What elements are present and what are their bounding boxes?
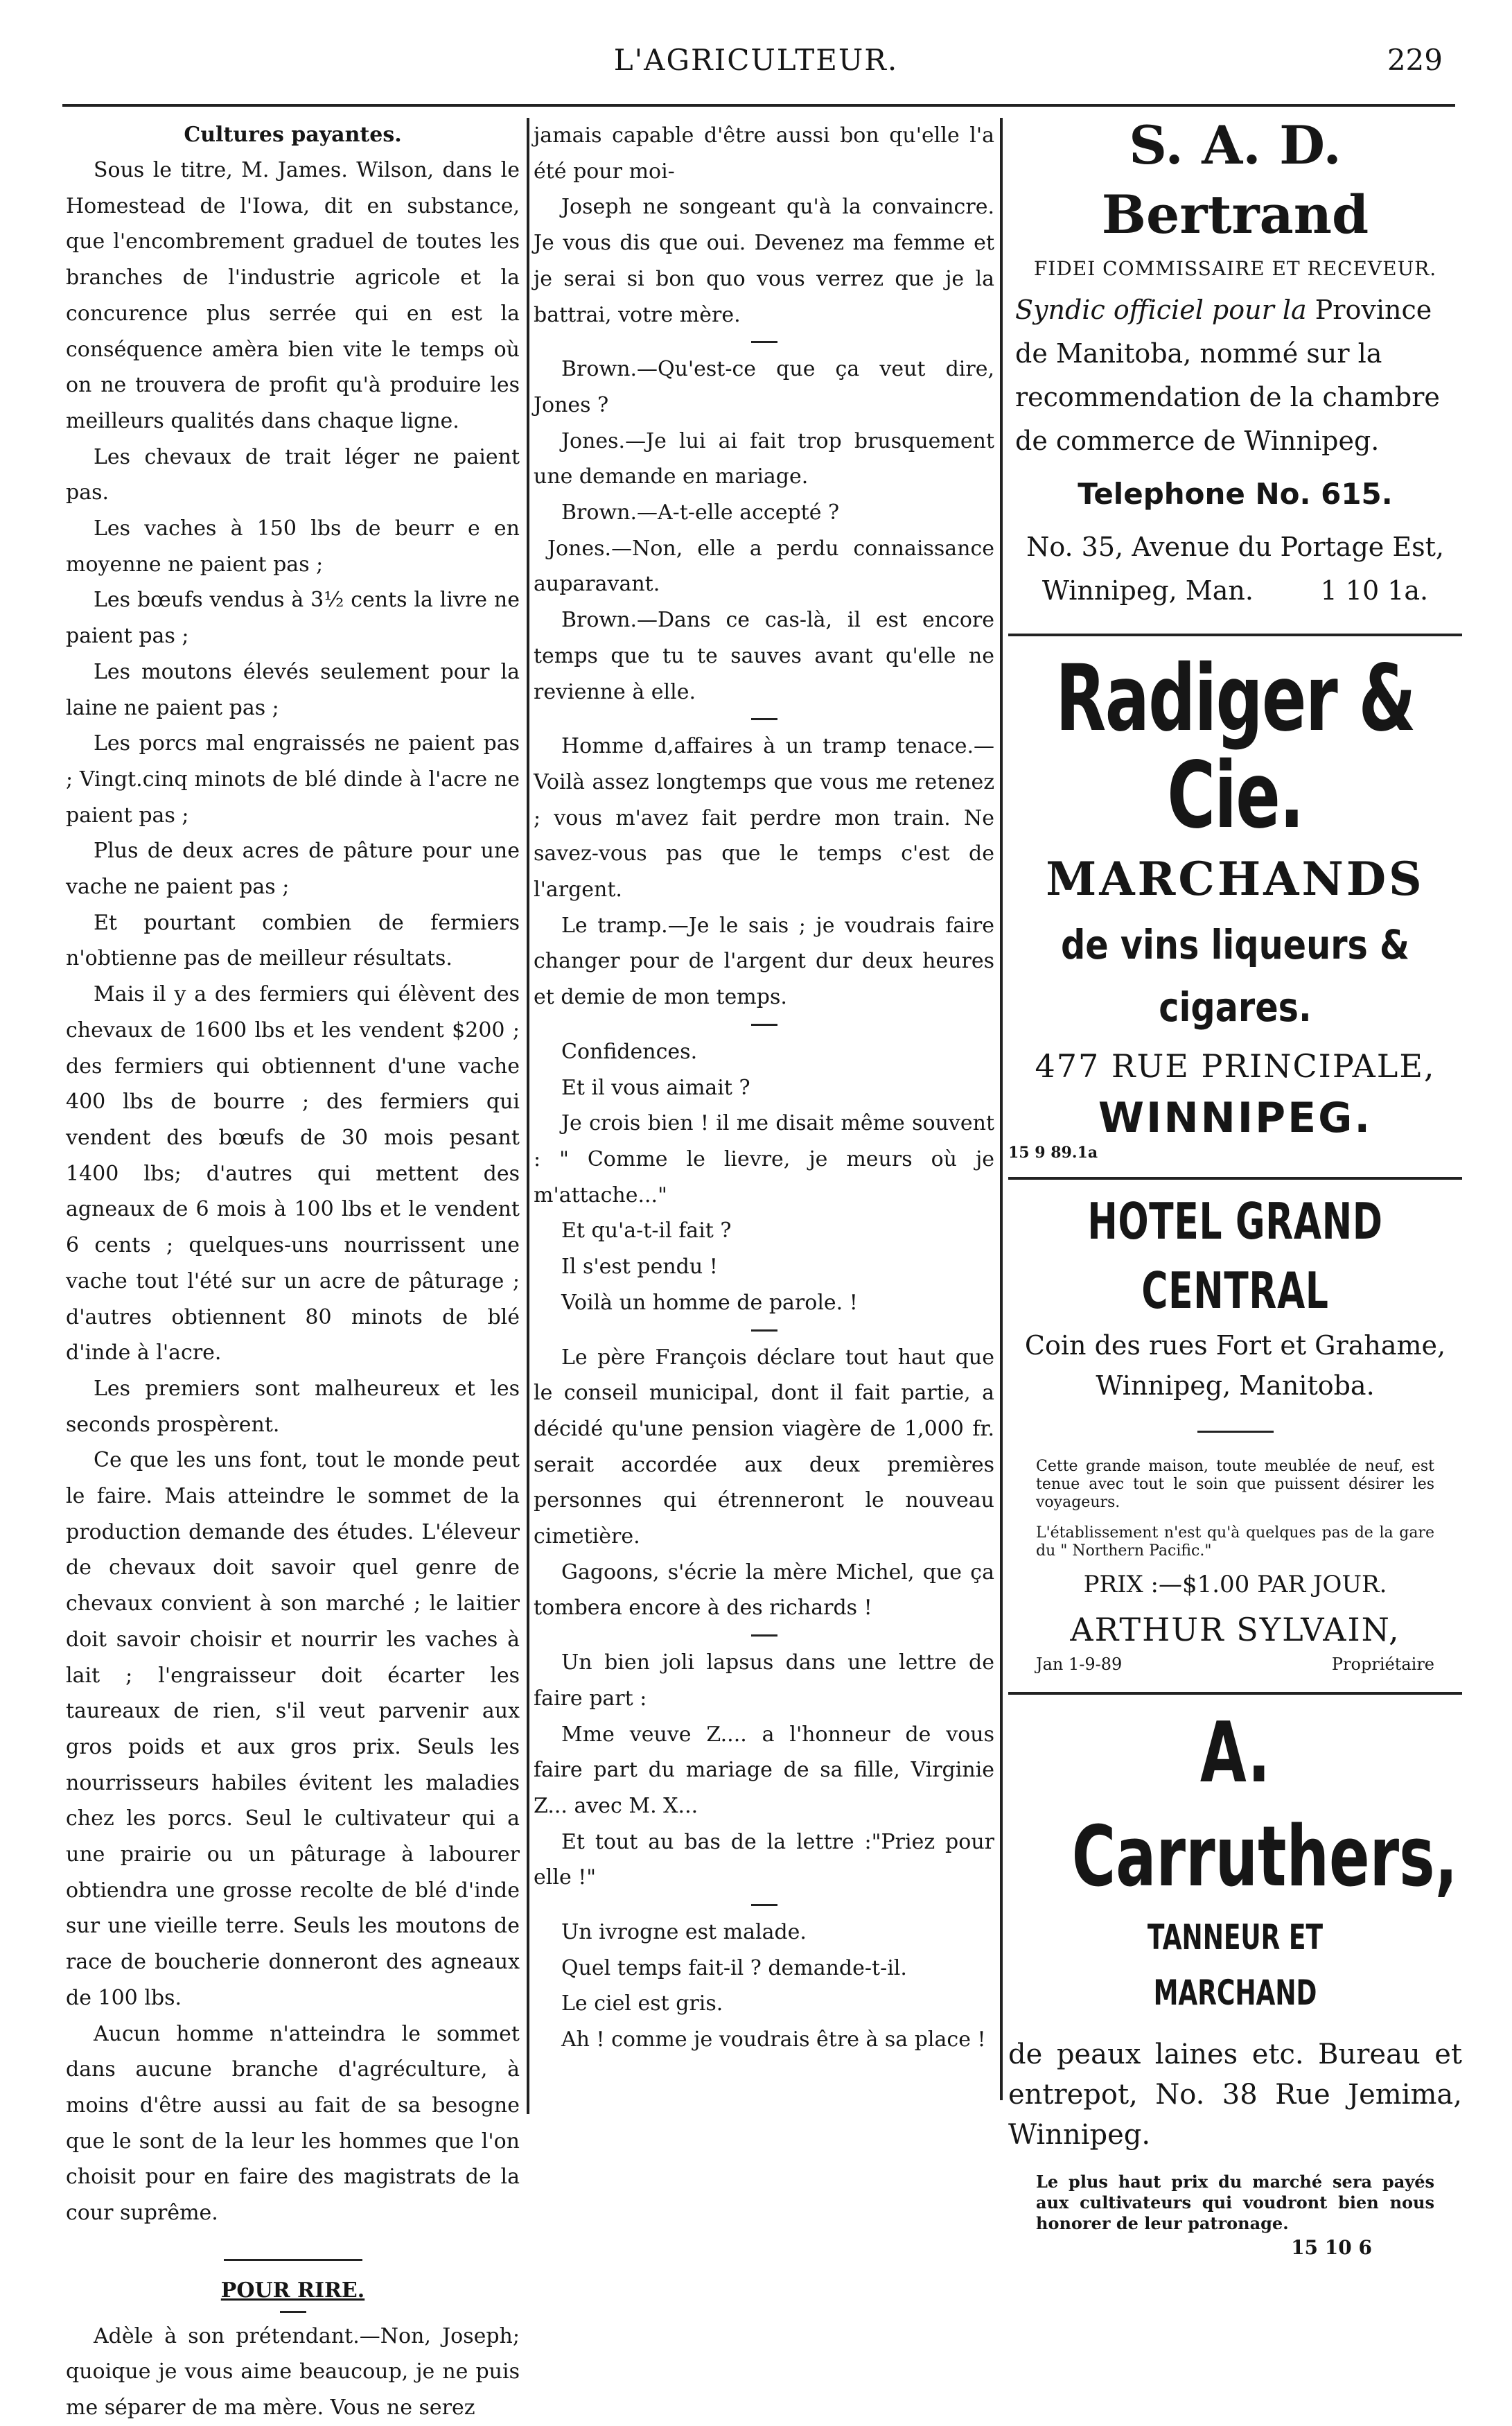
journal-title: L'AGRICULTEUR. — [613, 43, 899, 77]
joke-line: Le tramp.—Je le sais ; je voudrais faire changer pour de l'argent dur deux heures et demie de mon temps. — [534, 913, 994, 1010]
joke-line: Jones.—Je lui ai fait trop brusquement une demande en mariage. — [534, 428, 994, 489]
ad-bertrand-rest: Province de Manitoba, nommé sur la recommendation de la chambre de commerce de Winnipeg. — [1015, 295, 1440, 456]
article-paragraph: Plus de deux acres de pâture pour une vache ne paient pas ; — [66, 839, 520, 900]
ad-hotel-owner: ARTHUR SYLVAIN, — [1070, 1611, 1400, 1648]
page-header — [0, 43, 1512, 85]
article-heading: Cultures payantes. — [184, 123, 402, 147]
header-rule — [62, 104, 1455, 107]
ad-carruthers-code: 15 10 6 — [1291, 2236, 1372, 2259]
dash-divider — [751, 718, 777, 720]
ad-carruthers-title: A. Carruthers, — [1071, 1705, 1458, 1905]
ad-bertrand-body — [1008, 288, 1462, 463]
column-2 — [534, 118, 994, 2058]
dash-divider — [280, 2311, 306, 2313]
joke-line: Joseph ne songeant qu'à la convaincre. Je vous dis que oui. Devenez ma femme et je serai si bon quo vous verrez que je la battrai, votre mère. — [534, 195, 994, 327]
joke-line: Et tout au bas de la lettre :"Priez pour elle !" — [534, 1829, 994, 1890]
joke-line: Ah ! comme je voudrais être à sa place ! — [561, 2027, 986, 2052]
article-paragraph: Les premiers sont malheureux et les seconds prospèrent. — [66, 1376, 520, 1437]
ad-carruthers — [1008, 1702, 1462, 2262]
ad-bertrand — [1008, 111, 1462, 613]
page-number: 229 — [1387, 43, 1443, 77]
joke-line: Je crois bien ! il me disait même souvent : " Comme le lievre, je meurs où je m'attache..." — [534, 1111, 994, 1207]
dash-divider — [751, 1634, 777, 1637]
dash-divider — [751, 1904, 777, 1906]
ad-hotel-title: HOTEL GRAND CENTRAL — [1087, 1192, 1383, 1320]
article-paragraph: Ce que les uns font, tout le monde peut le faire. Mais atteindre le sommet de la production demande des études. L'éleveur de chevaux doit savoir quel genre de chevaux convient à son marché ; le laitier doit savoir choisir et nourrir les vaches à lait ; l'engraisseur doit écarter les taureaux de rien, s'il veut parvenir aux gros poids et aux gros prix. Seuls les nourrisseurs habiles évitent les maladies chez les porcs. Seul le cultivateur qui a une prairie ou un pâturage à labourer obtiendra une grosse recolte de blé d'inde sur une vieille terre. Seuls les moutons de race de boucherie donneront des agneaux de 100 lbs. — [66, 1448, 520, 2010]
column-divider-1 — [527, 118, 529, 2114]
ad-radiger-title: Radiger & Cie. — [1055, 645, 1415, 849]
joke-line: Homme d,affaires à un tramp tenace.—Voilà assez longtemps que vous me retenez ; vous m'avez fait perdre mon train. Ne savez-vous pas que le temps c'est de l'argent. — [534, 734, 994, 902]
ad-bertrand-title: S. A. D. Bertrand — [1101, 114, 1369, 245]
section-rule — [224, 2259, 362, 2261]
article-paragraph: Sous le titre, M. James. Wilson, dans le Homestead de l'Iowa, dit en substance, que l'encombrement graduel de toutes les branches de l'industrie agricole et la concurence plus serrée qui en est la conséquence amèra bien vite le temps où on ne trouvera de profit qu'à produire les meilleurs qualités dans chaque ligne. — [66, 158, 520, 433]
article-paragraph: Les bœufs vendus à 3½ cents la livre ne paient pas ; — [66, 588, 520, 649]
ad-separator — [1008, 1177, 1462, 1180]
joke-line: Et qu'a-t-il fait ? — [561, 1219, 732, 1243]
ad-hotel-price: PRIX :—$1.00 PAR JOUR. — [1083, 1571, 1387, 1598]
ad-separator — [1008, 1692, 1462, 1695]
ad-hotel-notice-2: L'établissement n'est qu'à quelques pas de la gare du " Northern Pacific." — [1036, 1524, 1434, 1560]
article-paragraph: Les vaches à 150 lbs de beurr e en moyenne ne paient pas ; — [66, 516, 520, 577]
article-paragraph: Et pourtant combien de fermiers n'obtienne pas de meilleur résultats. — [66, 910, 520, 971]
article-paragraph: Les chevaux de trait léger ne paient pas. — [66, 444, 520, 505]
ad-bertrand-address-1: No. 35, Avenue du Portage Est, — [1026, 532, 1444, 562]
article-paragraph: Les moutons élevés seulement pour la laine ne paient pas ; — [66, 659, 520, 720]
ad-bertrand-subtitle: FIDEI COMMISSAIRE ET RECEVEUR. — [1033, 257, 1437, 280]
ad-separator — [1008, 634, 1462, 636]
section-heading: POUR RIRE. — [220, 2278, 365, 2303]
ad-radiger-code: 15 9 89.1a — [1008, 1144, 1098, 1162]
joke-line: Un bien joli lapsus dans une lettre de faire part : — [534, 1650, 994, 1711]
ad-radiger-marchands: MARCHANDS — [1046, 852, 1425, 906]
dash-divider — [751, 1024, 777, 1026]
joke-line: Un ivrogne est malade. — [561, 1920, 807, 1945]
ad-hotel-role: Propriétaire — [1331, 1655, 1434, 1674]
ad-hotel-city: Winnipeg, Manitoba. — [1096, 1370, 1375, 1401]
joke-line: Quel temps fait-il ? demande-t-il. — [561, 1955, 907, 1980]
ad-radiger — [1008, 645, 1462, 1163]
column-divider-2 — [1000, 118, 1003, 2100]
ad-carruthers-body: de peaux laines etc. Bureau et entrepot, No. 38 Rue Jemima, Winnipeg. — [1008, 2039, 1462, 2151]
ad-hotel-street: Coin des rues Fort et Grahame, — [1024, 1330, 1446, 1361]
joke-line: Et il vous aimait ? — [561, 1075, 750, 1100]
article-paragraph: Les porcs mal engraissés ne paient pas ; Vingt.cinq minots de blé dinde à l'acre ne paient pas ; — [66, 731, 520, 828]
joke-line: Mme veuve Z.... a l'honneur de vous faire part du mariage de sa fille, Virginie Z... avec M. X... — [534, 1722, 994, 1818]
joke-line: jamais capable d'être aussi bon qu'elle l'a été pour moi- — [534, 123, 994, 184]
joke-line: Il s'est pendu ! — [561, 1255, 718, 1280]
ad-hotel-notice-1: Cette grande maison, toute meublée de neuf, est tenue avec tout le soin que puissent désirer les voyageurs. — [1036, 1458, 1434, 1511]
joke-paragraph: Adèle à son prétendant.—Non, Joseph; quoique je vous aime beaucoup, je ne puis me séparer de ma mère. Vous ne serez — [66, 2323, 520, 2420]
ad-bertrand-address-2: Winnipeg, Man. 1 10 1a. — [1041, 575, 1429, 606]
ad-hotel — [1008, 1187, 1462, 1678]
column-1 — [66, 118, 520, 2426]
ad-hotel-footer — [1008, 1650, 1462, 1678]
dash-divider — [751, 1329, 777, 1332]
article-paragraph: Mais il y a des fermiers qui élèvent des chevaux de 1600 lbs et les vendent $200 ; des fermiers qui obtiennent d'une vache 400 lbs de bourre ; des fermiers qui vendent des bœufs de 30 mois pesant 1400 lbs; d'autres qui mettent des agneaux de 6 mois à 100 lbs et le vendent 6 cents ; quelques-uns nourrissent une vache tout l'été sur un acre de pâturage ; d'autres obtiennent 80 minots de blé d'inde à l'acre. — [66, 982, 520, 1365]
short-rule — [1197, 1431, 1274, 1433]
ad-bertrand-phone: Telephone No. 615. — [1078, 477, 1393, 511]
joke-line: Le ciel est gris. — [561, 1991, 723, 2016]
ad-radiger-address: 477 RUE PRINCIPALE, — [1035, 1047, 1436, 1085]
joke-line: Brown.—Dans ce cas-là, il est encore temps que tu te sauves avant qu'elle ne revienne à elle. — [534, 608, 994, 704]
ad-radiger-city: WINNIPEG. — [1098, 1094, 1373, 1142]
joke-line: Jones.—Non, elle a perdu connaissance auparavant. — [534, 536, 994, 597]
joke-line: Le père François déclare tout haut que le conseil municipal, dont il fait partie, a décidé qu'une pension viagère de 1,000 fr. serait accordée aux deux premières personnes qui étrenneront le nouveau cimetière. — [534, 1345, 994, 1549]
ad-radiger-products: de vins liqueurs & cigares. — [1060, 921, 1410, 1031]
joke-line: Confidences. — [561, 1039, 698, 1064]
column-3-ads — [1008, 111, 1462, 2262]
joke-line: Voilà un homme de parole. ! — [561, 1290, 858, 1315]
dash-divider — [751, 341, 777, 343]
ad-bertrand-italic: Syndic officiel pour la — [1015, 295, 1307, 325]
article-paragraph: Aucun homme n'atteindra le sommet dans aucune branche d'agréculture, à moins d'être aussi au fait de sa besogne que le sont de la leur les hommes que l'on choisit pour en faire des magistrats de la cour suprême. — [66, 2021, 520, 2226]
joke-line: Gagoons, s'écrie la mère Michel, que ça tombera encore à des richards ! — [534, 1560, 994, 1621]
joke-line: Brown.—A-t-elle accepté ? — [561, 500, 840, 525]
ad-hotel-date: Jan 1-9-89 — [1036, 1655, 1123, 1674]
joke-line: Brown.—Qu'est-ce que ça veut dire, Jones ? — [534, 357, 994, 417]
ad-carruthers-notice: Le plus haut prix du marché sera payés aux cultivateurs qui voudront bien nous honorer de leur patronage. — [1036, 2172, 1434, 2233]
ad-carruthers-subtitle: TANNEUR ET MARCHAND — [1147, 1917, 1324, 2013]
